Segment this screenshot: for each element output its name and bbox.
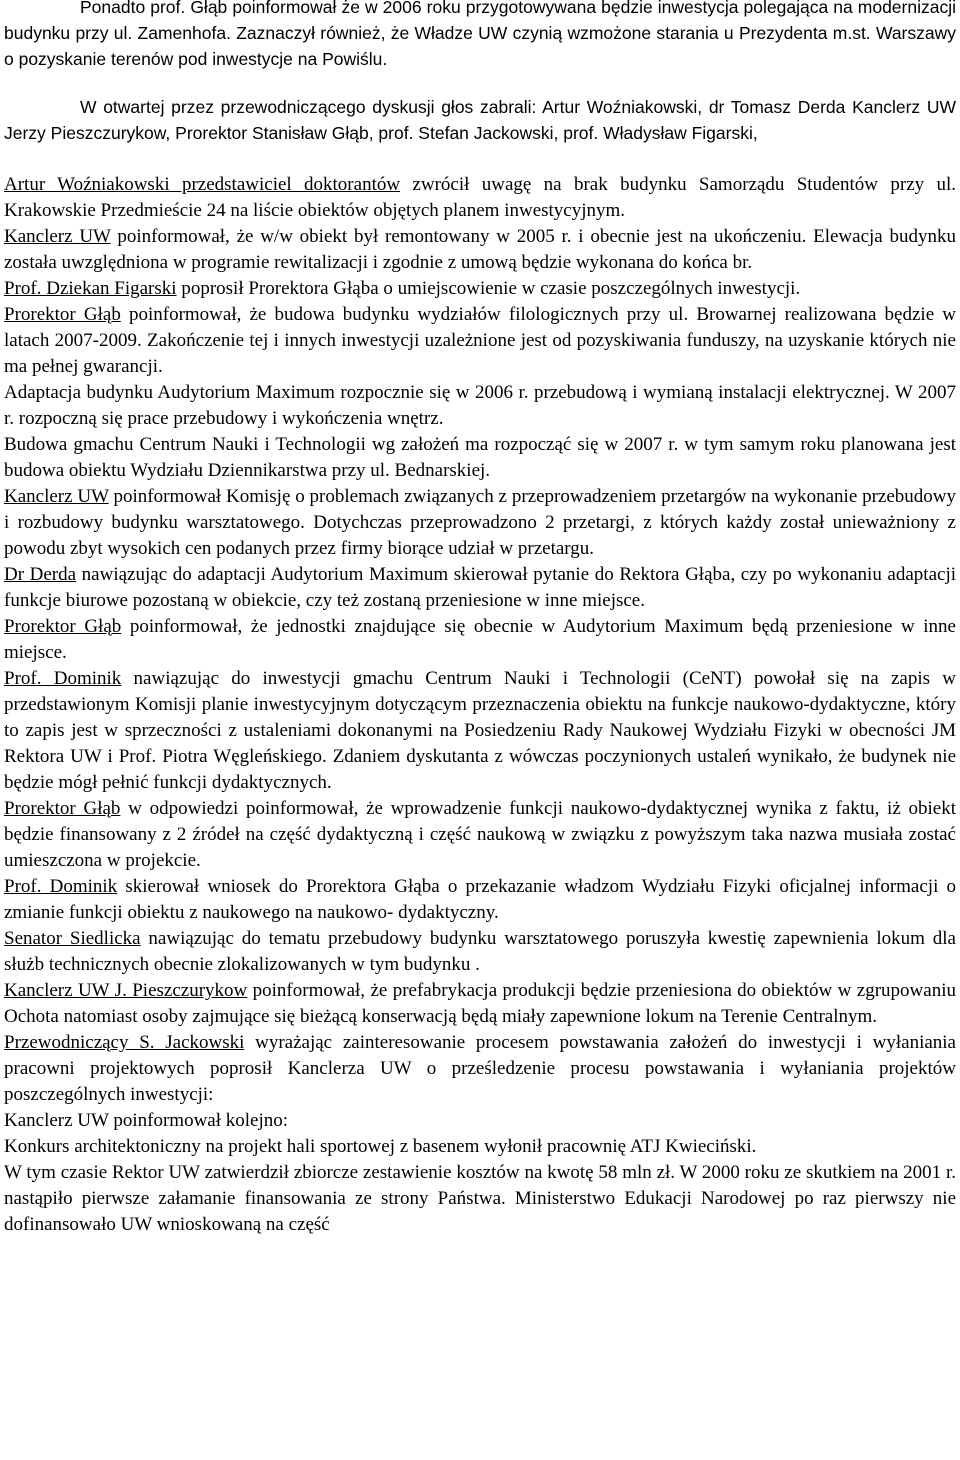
speaker-name: Prof. Dominik bbox=[4, 876, 118, 897]
speaker-name: Dr Derda bbox=[4, 564, 77, 585]
paragraph-text: wyrażając zainteresowanie procesem powstawania założeń do inwestycji i wyłaniania pracowni projektowych poprosił Kanclerza UW o prześledzenie procesu powstawania i wyłaniania projektów poszczególnych inwestycji: bbox=[4, 1032, 956, 1105]
paragraph-kanclerz-2 bbox=[4, 484, 956, 562]
paragraph-kanclerz-1 bbox=[4, 224, 956, 276]
paragraph-text: poinformował, że w/w obiekt był remontowany w 2005 r. i obecnie jest na ukończeniu. Elewacja budynku została uwzględniona w programie rewitalizacji i zgodnie z umową będzie wykonana do końca br. bbox=[4, 226, 956, 273]
paragraph-glab-1 bbox=[4, 302, 956, 380]
paragraph-text: poinformował, że jednostki znajdujące się obecnie w Audytorium Maximum będą przeniesione w inne miejsce. bbox=[4, 616, 956, 663]
paragraph-text: poprosił Prorektora Głąba o umiejscowienie w czasie poszczególnych inwestycji. bbox=[176, 278, 801, 299]
speaker-name: Artur Woźniakowski przedstawiciel doktorantów bbox=[4, 174, 401, 195]
paragraph-glab-2 bbox=[4, 614, 956, 666]
paragraph-derda bbox=[4, 562, 956, 614]
paragraph-text: poinformował, że budowa budynku wydziałów filologicznych przy ul. Browarnej realizowana będzie w latach 2007-2009. Zakończenie tej i innych inwestycji uzależnione jest od pozyskiwania funduszy, na uzyskanie których nie ma pełnej gwarancji. bbox=[4, 304, 956, 377]
speaker-name: Prof. Dominik bbox=[4, 668, 122, 689]
paragraph-text: nawiązując do tematu przebudowy budynku warsztatowego poruszyła kwestię zapewnienia lokum dla służb technicznych obecnie zlokalizowanych w tym budynku . bbox=[4, 928, 956, 975]
speaker-name: Kanclerz UW J. Pieszczurykow bbox=[4, 980, 248, 1001]
speaker-name: Kanclerz UW bbox=[4, 486, 109, 507]
paragraph-text: nawiązując do inwestycji gmachu Centrum Nauki i Technologii (CeNT) powołał się na zapis w przedstawionym Komisji planie inwestycyjnym dotyczącym przeznaczenia obiektu na funkcje naukowo-dydaktyczne, który to zapis jest w sprzeczności z ustaleniami dokonanymi na Posiedzeniu Rady Naukowej Wydziału Fizyki w obecności JM Rektora UW i Prof. Piotra Węgleńskiego. Zdaniem dyskutanta z wówczas poczynionych ustaleń wynikało, że budynek nie będzie mógł pełnić funkcji dydaktycznych. bbox=[4, 668, 956, 793]
paragraph-dominik-1 bbox=[4, 666, 956, 796]
speaker-name: Prorektor Głąb bbox=[4, 616, 122, 637]
paragraph-text: poinformował Komisję o problemach związanych z przeprowadzeniem przetargów na wykonanie przebudowy i rozbudowy budynku warsztatowego. Dotychczas przeprowadzono 2 przetargi, z których każdy został unieważniony z powodu zbyt wysokich cen podanych przez firmy biorące udział w przetargu. bbox=[4, 486, 956, 559]
paragraph-audytorium: Adaptacja budynku Audytorium Maximum rozpocznie się w 2006 r. przebudową i wymianą instalacji elektrycznej. W 2007 r. rozpoczną się prace przebudowy i wykończenia wnętrz. bbox=[4, 382, 956, 429]
paragraph-pieszczurykow bbox=[4, 978, 956, 1030]
speaker-name: Przewodniczący S. Jackowski bbox=[4, 1032, 245, 1053]
paragraph-text: skierował wniosek do Prorektora Głąba o przekazanie władzom Wydziału Fizyki oficjalnej informacji o zmianie funkcji obiektu z naukowego na naukowo- dydaktyczny. bbox=[4, 876, 956, 923]
paragraph-siedlicka bbox=[4, 926, 956, 978]
paragraph-wozniakowski bbox=[4, 172, 956, 224]
paragraph-figarski bbox=[4, 276, 956, 302]
speaker-name: Prorektor Głąb bbox=[4, 798, 121, 819]
paragraph-cent: Budowa gmachu Centrum Nauki i Technologii wg założeń ma rozpocząć się w 2007 r. w tym samym roku planowana jest budowa obiektu Wydziału Dziennikarstwa przy ul. Bednarskiej. bbox=[4, 434, 956, 481]
paragraph-text: w odpowiedzi poinformował, że wprowadzenie funkcji naukowo-dydaktycznej wynika z faktu, iż obiekt będzie finansowany z 2 źródeł na część dydaktyczną i część naukową w związku z powyższym taka nazwa musiała zostać umieszczona w projekcie. bbox=[4, 798, 956, 871]
paragraph-konkurs: Konkurs architektoniczny na projekt hali sportowej z basenem wyłonił pracownię ATJ Kwieciński. bbox=[4, 1136, 757, 1157]
speaker-name: Prof. Dziekan Figarski bbox=[4, 278, 177, 299]
speaker-name: Kanclerz UW bbox=[4, 226, 111, 247]
paragraph-text: zwrócił uwagę na brak budynku Samorządu Studentów przy ul. Krakowskie Przedmieście 24 na liście obiektów objętych planem inwestycyjnym. bbox=[4, 174, 956, 221]
paragraph-text: poinformował, że prefabrykacja produkcji będzie przeniesiona do obiektów w zgrupowaniu Ochota natomiast osoby zajmujące się bieżącą konserwacją będą miały zapewnione lokum na Terenie Centralnym. bbox=[4, 980, 956, 1027]
paragraph-jackowski bbox=[4, 1030, 956, 1108]
paragraph-koszty: W tym czasie Rektor UW zatwierdził zbiorcze zestawienie kosztów na kwotę 58 mln zł. W 2000 roku ze skutkiem na 2001 r. nastąpiło pierwsze załamanie finansowania ze strony Państwa. Ministerstwo Edukacji Narodowej po raz pierwszy nie dofinansowało UW wnioskowaną na część bbox=[4, 1162, 956, 1235]
paragraph-glab-3 bbox=[4, 796, 956, 874]
paragraph-dyskusja-uczestnicy: W otwartej przez przewodniczącego dyskusji głos zabrali: Artur Woźniakowski, dr Tomasz Derda Kanclerz UW Jerzy Pieszczurykow, Prorektor Stanisław Głąb, prof. Stefan Jackowski, prof. Władysław Figarski, bbox=[4, 97, 956, 143]
speaker-name: Prorektor Głąb bbox=[4, 304, 121, 325]
paragraph-text: nawiązując do adaptacji Audytorium Maximum skierował pytanie do Rektora Głąba, czy po wykonaniu adaptacji funkcje biurowe pozostaną w obiekcie, czy też zostaną przeniesione w inne miejsce. bbox=[4, 564, 956, 611]
speaker-name: Senator Siedlicka bbox=[4, 928, 141, 949]
paragraph-kanclerz-kolejno: Kanclerz UW poinformował kolejno: bbox=[4, 1110, 289, 1131]
paragraph-modernizacja: Ponadto prof. Głąb poinformował że w 2006 roku przygotowywana będzie inwestycja polegająca na modernizacji budynku przy ul. Zamenhofa. Zaznaczył również, że Władze UW czynią wzmożone starania u Prezydenta m.st. Warszawy o pozyskanie terenów pod inwestycje na Powiślu. bbox=[4, 0, 956, 69]
paragraph-dominik-2 bbox=[4, 874, 956, 926]
